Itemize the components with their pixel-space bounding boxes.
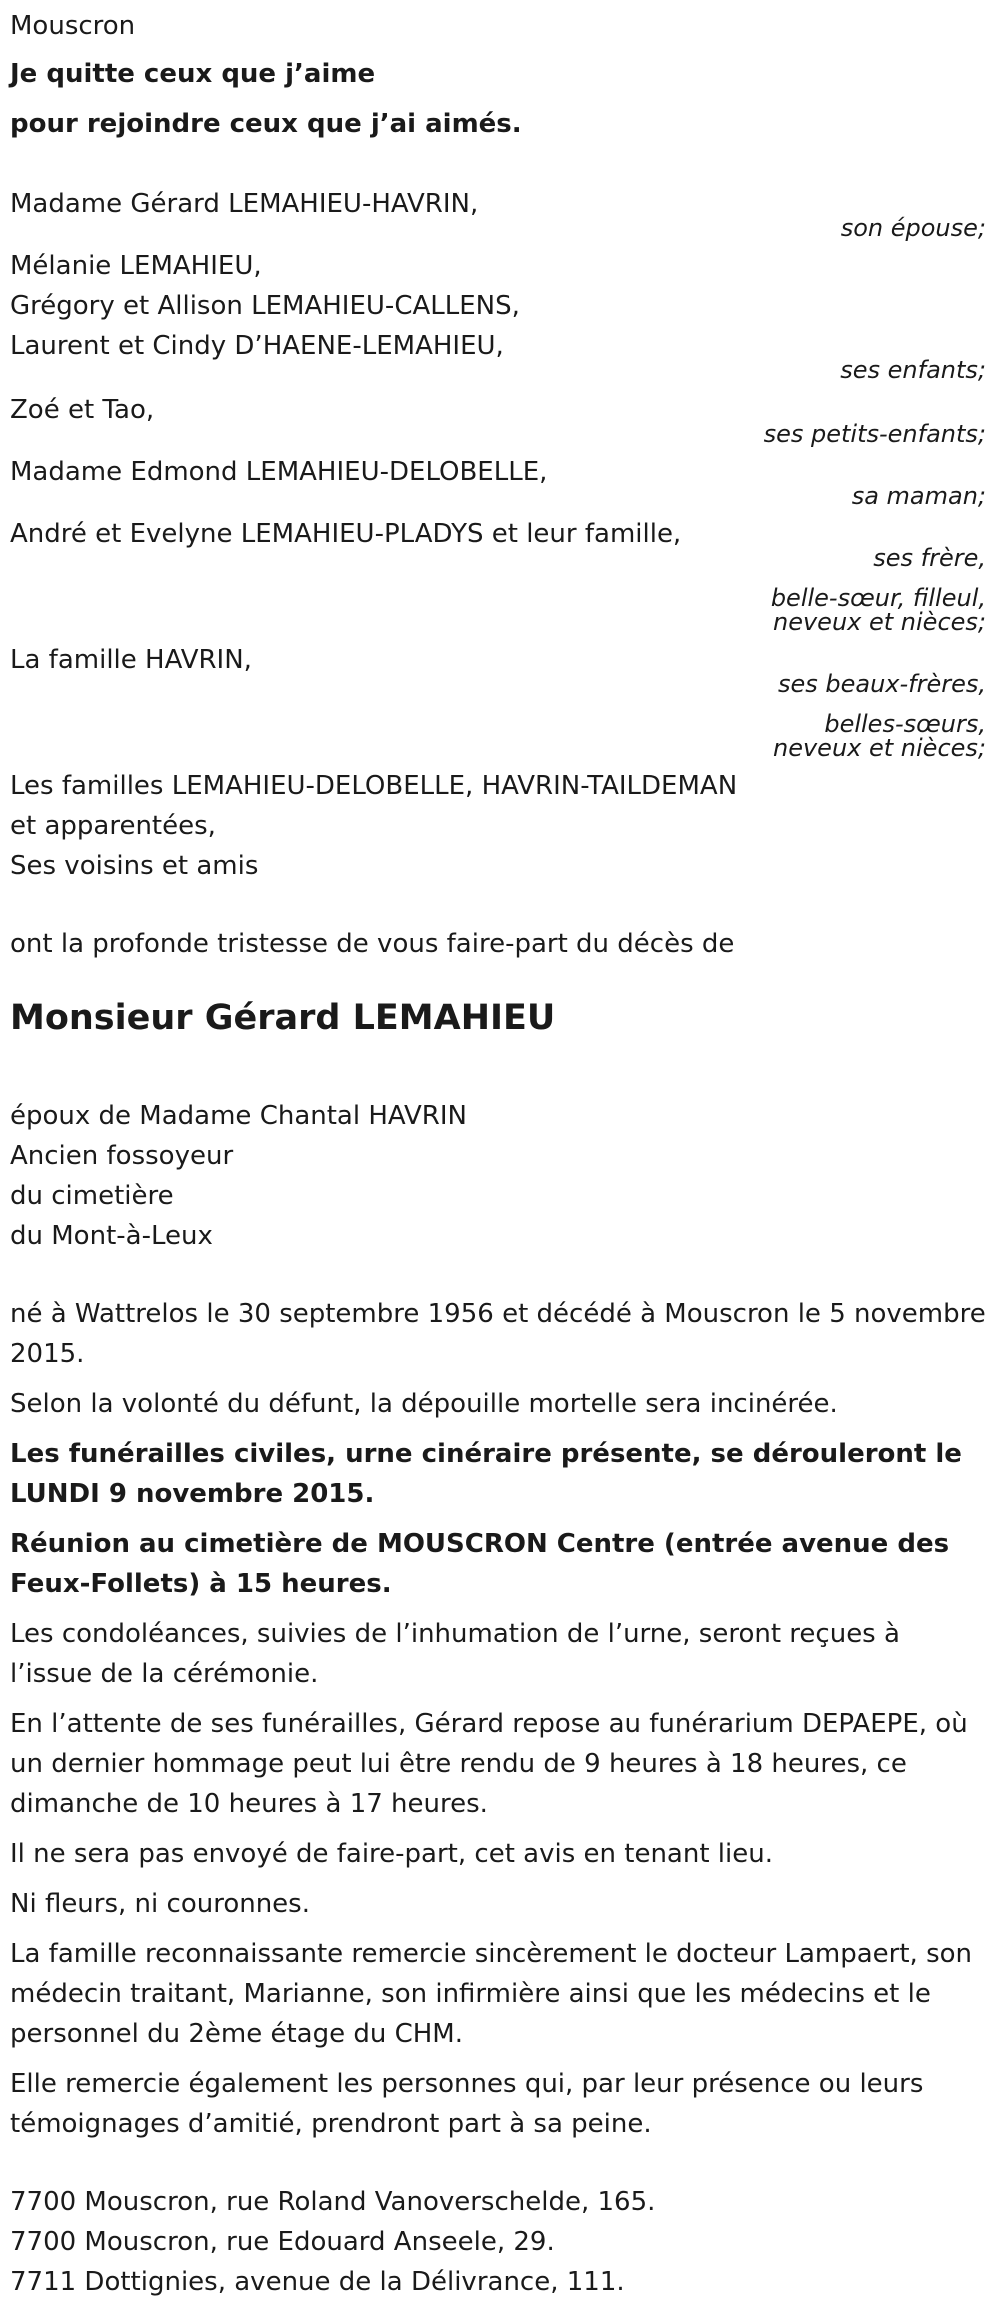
havrin-role-2: belles-sœurs, <box>824 710 986 738</box>
occupation: Ancien fossoyeur <box>10 1141 234 1171</box>
child-3: Laurent et Cindy D’HAENE-LEMAHIEU, <box>10 331 504 361</box>
brother-role-2: belle-sœur, filleul, <box>770 584 986 612</box>
city-header: Mouscron <box>10 11 136 41</box>
havrin-role-3: neveux et nièces; <box>773 734 986 762</box>
no-letter-paragraph: Il ne sera pas envoyé de faire-part, cet avis en tenant lieu. <box>10 1839 773 1869</box>
spouse-role: son épouse; <box>840 214 986 242</box>
grandchildren-names: Zoé et Tao, <box>10 395 155 425</box>
funeral-paragraph: Les funérailles civiles, urne cinéraire présente, se dérouleront le LUNDI 9 novembre 2015. <box>10 1439 962 1509</box>
deceased-name: Monsieur Gérard LEMAHIEU <box>10 998 556 1038</box>
cremation-paragraph: Selon la volonté du défunt, la dépouille mortelle sera incinérée. <box>10 1389 838 1419</box>
children-role: ses enfants; <box>840 356 986 384</box>
quote-line-1: Je quitte ceux que j’aime <box>10 59 376 89</box>
other-families-2: et apparentées, <box>10 811 216 841</box>
thanks-doctors-paragraph: La famille reconnaissante remercie sincèrement le docteur Lampaert, son médecin traitant, Marianne, son infirmière ainsi que les médecins et le personnel du 2ème étage du CHM. <box>10 1939 972 2049</box>
grandchildren-role: ses petits-enfants; <box>763 420 986 448</box>
spouse-of: époux de Madame Chantal HAVRIN <box>10 1101 467 1131</box>
spouse-name: Madame Gérard LEMAHIEU-HAVRIN, <box>10 189 479 219</box>
announcement-text: ont la profonde tristesse de vous faire-part du décès de <box>10 929 735 959</box>
birth-death-paragraph: né à Wattrelos le 30 septembre 1956 et décédé à Mouscron le 5 novembre 2015. <box>10 1299 986 1369</box>
meeting-paragraph: Réunion au cimetière de MOUSCRON Centre (entrée avenue des Feux-Follets) à 15 heures. <box>10 1529 950 1599</box>
child-1: Mélanie LEMAHIEU, <box>10 251 262 281</box>
havrin-role-1: ses beaux-frères, <box>777 670 986 698</box>
quote-line-2: pour rejoindre ceux que j’ai aimés. <box>10 109 522 139</box>
occupation-place-1: du cimetière <box>10 1181 174 1211</box>
condolences-paragraph: Les condoléances, suivies de l’inhumation de l’urne, seront reçues à l’issue de la cérémonie. <box>10 1619 900 1689</box>
funerarium-paragraph: En l’attente de ses funérailles, Gérard repose au funérarium DEPAEPE, où un dernier hommage peut lui être rendu de 9 heures à 18 heures, ce dimanche de 10 heures à 17 heures. <box>10 1709 968 1819</box>
address-2: 7700 Mouscron, rue Edouard Anseele, 29. <box>10 2227 555 2257</box>
address-3: 7711 Dottignies, avenue de la Délivrance, 111. <box>10 2267 625 2297</box>
mother-name: Madame Edmond LEMAHIEU-DELOBELLE, <box>10 457 548 487</box>
mother-role: sa maman; <box>851 482 986 510</box>
brother-role-1: ses frère, <box>873 544 986 572</box>
thanks-people-paragraph: Elle remercie également les personnes qui, par leur présence ou leurs témoignages d’amitié, prendront part à sa peine. <box>10 2069 924 2139</box>
havrin-family: La famille HAVRIN, <box>10 645 252 675</box>
brother-role-3: neveux et nièces; <box>773 608 986 636</box>
no-flowers-paragraph: Ni fleurs, ni couronnes. <box>10 1889 310 1919</box>
address-1: 7700 Mouscron, rue Roland Vanoverschelde, 165. <box>10 2187 656 2217</box>
other-families-1: Les familles LEMAHIEU-DELOBELLE, HAVRIN-TAILDEMAN <box>10 771 738 801</box>
neighbors-friends: Ses voisins et amis <box>10 851 259 881</box>
child-2: Grégory et Allison LEMAHIEU-CALLENS, <box>10 291 520 321</box>
brother-name: André et Evelyne LEMAHIEU-PLADYS et leur famille, <box>10 519 682 549</box>
occupation-place-2: du Mont-à-Leux <box>10 1221 213 1251</box>
